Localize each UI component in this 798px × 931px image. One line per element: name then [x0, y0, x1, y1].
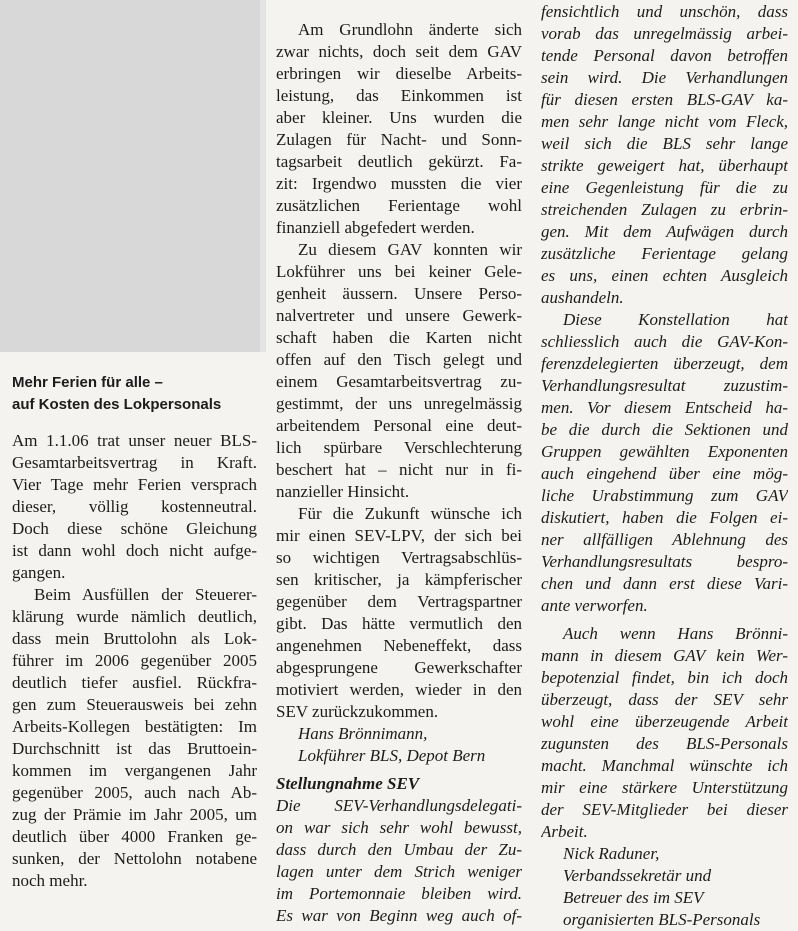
paragraph: Die SEV-Verhandlungsdelegati- on war sich sehr wohl bewusst, dass durch den Umbau der Zu- lagen unter dem Strich weniger im Portemonnaie bleiben wird. Es war von Beginn weg auch of-	[276, 796, 522, 925]
column-1	[12, 372, 257, 892]
subheading: Stellungnahme SEV	[276, 774, 420, 793]
article-heading-line-1: Mehr Ferien für alle –	[12, 374, 163, 391]
paragraph: Diese Konstellation hat schliesslich auch die GAV-Kon- ferenzdelegierten überzeugt, dem Verhandlungsresultat zuzustim- men. Vor diesem Entscheid ha- be die durch die Sektionen und Gruppen gewählten Exponenten auch eingehend über eine mög- liche Urabstimmung zum GAV diskutiert, haben die Folgen ei- ner allfälligen Ablehnung des Verhandlungsresultats bespro- chen und dann erst diese Vari- ante verworfen.	[541, 310, 788, 615]
paragraph: Zu diesem GAV konnten wir Lokführer uns bei keiner Gele- genheit äussern. Unsere Perso- nalvertreter und unsere Gewerk- schaft haben die Karten nicht offen auf den Tisch gelegt und einem Gesamtarbeitsvertrag zu- gestimmt, der uns unregelmässig arbeitendem Personal eine deut- lich spürbare Verschlechterung beschert hat – nicht nur in fi- nanzieller Hinsicht.	[276, 240, 522, 501]
signature: Hans Brönnimann, Lokführer BLS, Depot Bern	[298, 724, 486, 765]
paragraph: Am 1.1.06 trat unser neuer BLS- Gesamtarbeitsvertrag in Kraft. Vier Tage mehr Ferien versprach dieser, völlig kostenneutral. Doch diese schöne Gleichung ist dann wohl doch nicht aufge- gangen.	[12, 431, 257, 582]
column-2	[276, 19, 522, 927]
article-heading-line-2: auf Kosten des Lokpersonals	[12, 396, 222, 413]
paragraph: Für die Zukunft wünsche ich mir einen SEV-LPV, der sich bei so wichtigen Vertragsabschlüs- sen kritischer, ja kämpferischer gegenüber dem Vertragspartner gibt. Das hätte vermutlich den angenehmen Nebeneffekt, dass abgesprungene Gewerkschafter motiviert werden, wieder in den SEV zurückzukommen.	[276, 504, 522, 721]
column-3	[541, 1, 788, 931]
signature: Nick Raduner, Verbandssekretär und Betreuer des im SEV organisierten BLS-Personals	[563, 844, 761, 929]
paragraph: Am Grundlohn änderte sich zwar nichts, doch seit dem GAV erbringen wir dieselbe Arbeits- leistung, das Einkommen ist aber kleiner. Uns wurden die Zulagen für Nacht- und Sonn- tagsarbeit deutlich gekürzt. Fa- zit: Irgendwo mussten die vier zusätzlichen Ferientage wohl finanziell abgefedert werden.	[276, 20, 522, 237]
paragraph: Auch wenn Hans Brönni- mann in diesem GAV kein Wer- bepotenzial findet, bin ich doch überzeugt, dass der SEV sehr wohl eine überzeugende Arbeit zugunsten des BLS-Personals macht. Manchmal wünschte ich mir eine stärkere Unterstützung der SEV-Mitglieder bei dieser Arbeit.	[541, 624, 788, 841]
paragraph: Beim Ausfüllen der Steuerer- klärung wurde nämlich deutlich, dass mein Bruttolohn als Lok- führer im 2006 gegenüber 2005 deutlich tiefer ausfiel. Rückfra- gen zum Steuerausweis bei zehn Arbeits-Kollegen bestätigten: Im Durchschnitt ist das Bruttoein- kommen im vergangenen Jahr gegenüber 2005, auch nach Ab- zug der Prämie im Jahr 2005, um deutlich über 4000 Franken ge- sunken, der Nettolohn notabene noch mehr.	[12, 585, 257, 890]
gray-blank-area	[0, 0, 260, 352]
paragraph: fensichtlich und unschön, dass vorab das unregelmässig arbei- tende Personal davon betroffen sein wird. Die Verhandlungen für diesen ersten BLS-GAV ka- men sehr lange nicht vom Fleck, weil sich die BLS sehr lange strikte geweigert hat, überhaupt eine Gegenleistung für die zu streichenden Zulagen zu erbrin- gen. Mit dem Aufwägen durch zusätzliche Ferientage gelang es uns, einen echten Ausgleich aushandeln.	[541, 2, 788, 307]
